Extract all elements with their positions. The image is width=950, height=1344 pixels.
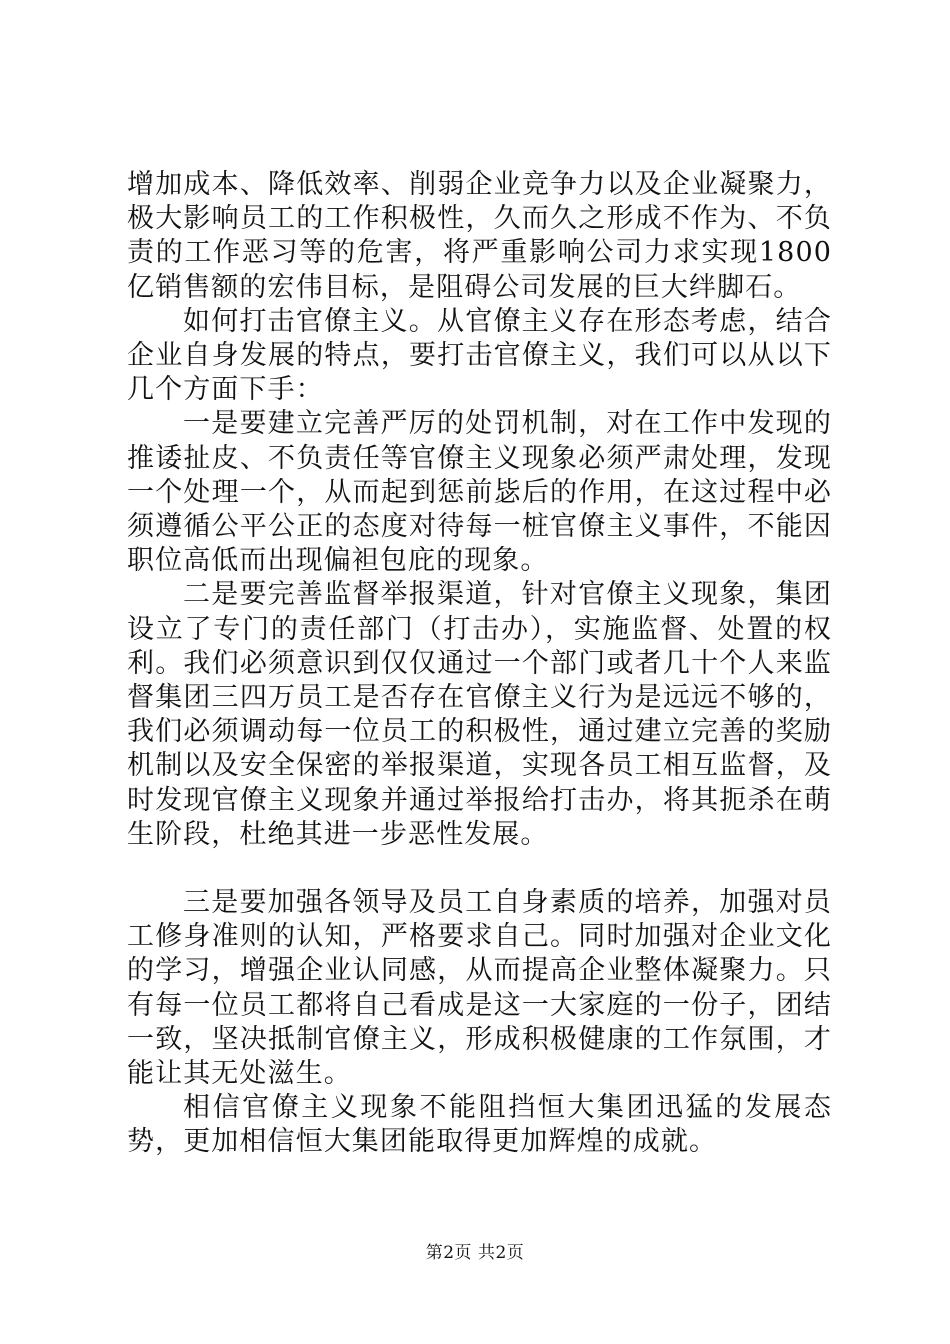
paragraph-how-to-combat: 如何打击官僚主义。从官僚主义存在形态考虑，结合企业自身发展的特点，要打击官僚主义，我们可以从以下几个方面下手： (127, 305, 832, 406)
paragraph-point-three: 三是要加强各领导及员工自身素质的培养，加强对员工修身准则的认知，严格要求自己。同时加强对企业文化的学习，增强企业认同感，从而提高企业整体凝聚力。只有每一位员工都将自己看成是这一大家庭的一份子，团结一致，坚决抵制官僚主义，形成积极健康的工作氛围，才能让其无处滋生。 (127, 887, 832, 1090)
paragraph-point-one: 一是要建立完善严厉的处罚机制，对在工作中发现的推诿扯皮、不负责任等官僚主义现象必须严肃处理，发现一个处理一个，从而起到惩前毖后的作用，在这过程中必须遵循公平公正的态度对待每一桩官僚主义事件，不能因职位高低而出现偏袒包庇的现象。 (127, 408, 832, 577)
paragraph-continued: 增加成本、降低效率、削弱企业竞争力以及企业凝聚力，极大影响员工的工作积极性，久而久之形成不作为、不负责的工作恶习等的危害，将严重影响公司力求实现1800亿销售额的宏伟目标，是阻碍公司发展的巨大绊脚石。 (127, 169, 832, 303)
page-number-footer: 第2页 共2页 (425, 1243, 525, 1263)
paragraph-conclusion: 相信官僚主义现象不能阻挡恒大集团迅猛的发展态势，更加相信恒大集团能取得更加辉煌的成就。 (127, 1092, 832, 1158)
document-body (127, 168, 832, 1160)
paragraph-spacer (127, 852, 832, 886)
paragraph-point-two: 二是要完善监督举报渠道，针对官僚主义现象，集团设立了专门的责任部门（打击办），实施监督、处置的权利。我们必须意识到仅仅通过一个部门或者几十个人来监督集团三四万员工是否存在官僚主义行为是远远不够的，我们必须调动每一位员工的积极性，通过建立完善的奖励机制以及安全保密的举报渠道，实现各员工相互监督，及时发现官僚主义现象并通过举报给打击办，将其扼杀在萌生阶段，杜绝其进一步恶性发展。 (127, 579, 832, 850)
